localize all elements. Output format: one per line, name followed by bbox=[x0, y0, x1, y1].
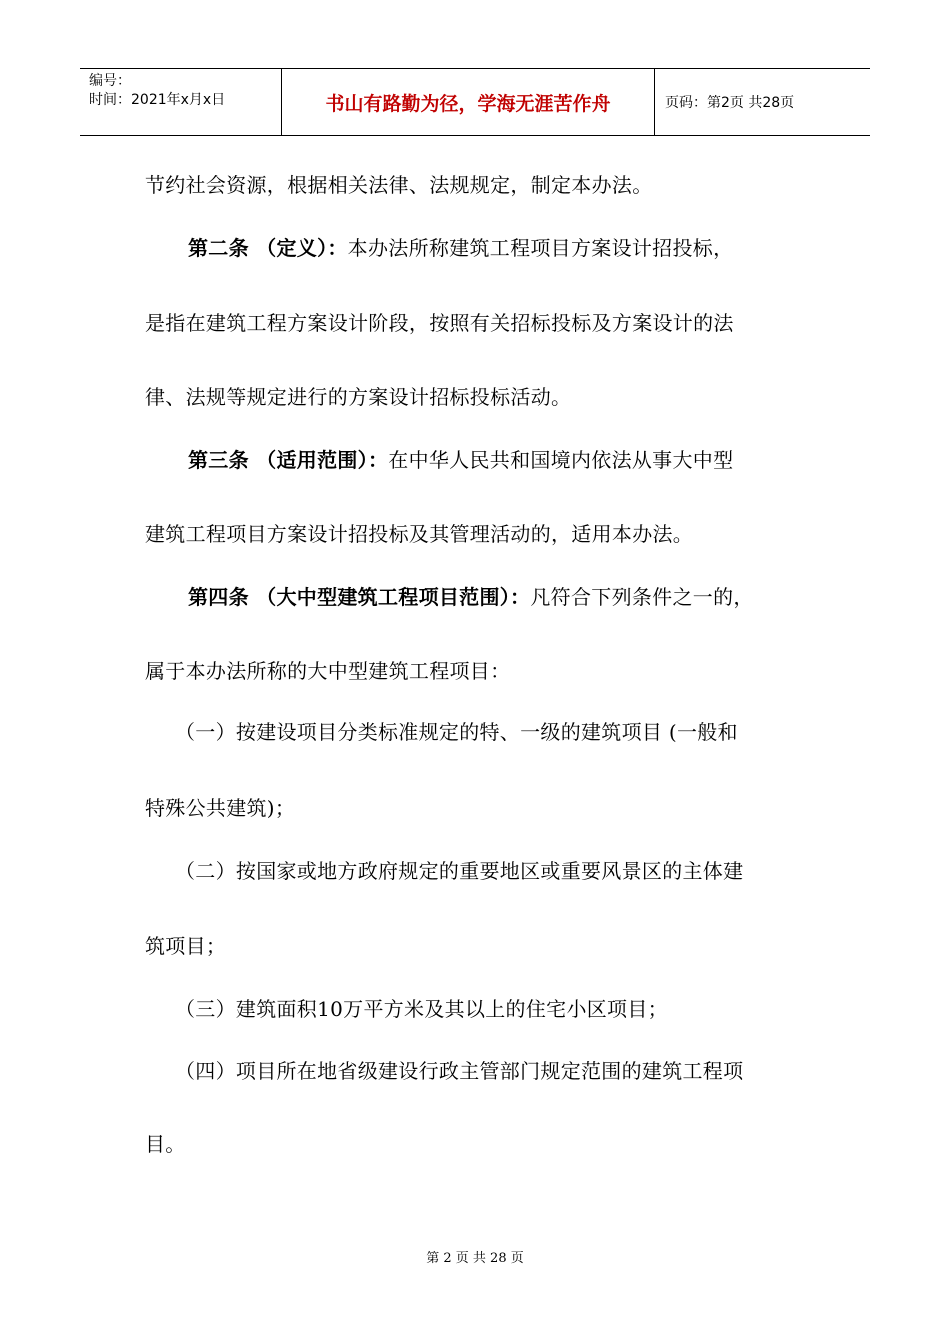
body-line-1: 节约社会资源，根据相关法律、法规规定，制定本办法。 bbox=[145, 173, 653, 197]
body-line-3: 是指在建筑工程方案设计阶段，按照有关招标投标及方案设计的法 bbox=[145, 311, 734, 335]
list-item-2-cont: 筑项目； bbox=[145, 934, 227, 958]
footer-page-number: 第 2 页 共 28 页 bbox=[426, 1251, 524, 1266]
article-3-text: 在中华人民共和国境内依法从事大中型 bbox=[388, 448, 734, 472]
header-meta-cell bbox=[80, 69, 282, 135]
list-item-2: （二）按国家或地方政府规定的重要地区或重要风景区的主体建 bbox=[175, 859, 744, 883]
list-item-1: （一）按建设项目分类标准规定的特、一级的建筑项目 (一般和 bbox=[175, 720, 738, 744]
list-item-4-cont: 目。 bbox=[145, 1132, 186, 1156]
article-2-line bbox=[188, 234, 733, 262]
page-footer bbox=[0, 1247, 950, 1266]
article-4-heading: 第四条 （大中型建筑工程项目范围）： bbox=[188, 585, 531, 609]
list-item-1-cont: 特殊公共建筑)； bbox=[145, 796, 296, 820]
header-motto-cell bbox=[282, 69, 655, 135]
header-page-info: 页码：第2页 共28页 bbox=[665, 95, 795, 111]
document-number-label: 编号： bbox=[89, 73, 131, 89]
article-3-line bbox=[188, 446, 733, 474]
article-2-text: 本办法所称建筑工程项目方案设计招投标， bbox=[347, 236, 734, 260]
body-line-4: 律、法规等规定进行的方案设计招标投标活动。 bbox=[145, 385, 572, 409]
article-2-heading: 第二条 （定义）： bbox=[188, 236, 348, 260]
body-line-8: 属于本办法所称的大中型建筑工程项目： bbox=[145, 659, 511, 683]
list-item-4: （四）项目所在地省级建设行政主管部门规定范围的建筑工程项 bbox=[175, 1059, 744, 1083]
article-4-text: 凡符合下列条件之一的， bbox=[530, 585, 754, 609]
body-line-6: 建筑工程项目方案设计招投标及其管理活动的，适用本办法。 bbox=[145, 522, 694, 546]
article-4-line bbox=[188, 583, 754, 611]
header-page-cell bbox=[655, 69, 870, 135]
header-motto: 书山有路勤为径，学海无涯苦作舟 bbox=[325, 92, 611, 115]
list-item-3: （三）建筑面积10万平方米及其以上的住宅小区项目； bbox=[175, 997, 668, 1021]
article-3-heading: 第三条 （适用范围）： bbox=[188, 448, 389, 472]
document-header bbox=[80, 68, 870, 136]
document-date-label: 时间：2021年x月x日 bbox=[89, 92, 226, 108]
